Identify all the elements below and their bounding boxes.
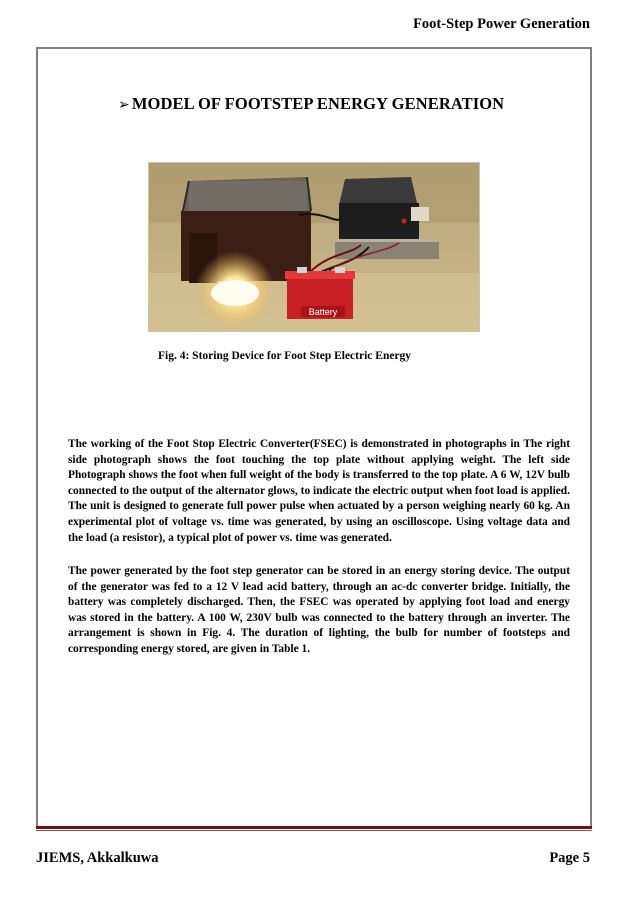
battery-label: Battery [308, 307, 338, 317]
footer-divider-thin [36, 830, 592, 831]
footer-institution: JIEMS, Akkalkuwa [36, 850, 159, 866]
body-paragraph: The power generated by the foot step generator can be stored in an energy storing device. The output of the generator was fed to a 12 V lead acid battery, through an ac-dc converter bridge. Initially, the battery was completely discharged. Then, the FSEC was operated by applying foot load and energy was stored in the battery. A 100 W, 230V bulb was connected to the battery through an inverter. The arrangement is shown in Fig. 4. The duration of lighting, the bulb for number of footsteps and corresponding energy stored, are given in Table 1. [68, 565, 570, 655]
body-paragraph: The working of the Foot Stop Electric Converter(FSEC) is demonstrated in photographs in The right side photograph shows the foot touching the top plate without applying weight. The left side Photograph shows the foot when full weight of the body is transferred to the top plate. A 6 W, 12V bulb connected to the output of the alternator glows, to indicate the electric output when foot load is applied. The unit is designed to generate full power pulse when actuated by a person weighing nearly 60 kg. An experimental plot of voltage vs. time was generated, by using an oscilloscope. Using voltage data and the load (a resistor), a typical plot of power vs. time was generated. [68, 438, 570, 544]
footer-page-number: Page 5 [549, 850, 590, 866]
running-header-title: Foot-Step Power Generation [413, 16, 590, 32]
footer-divider [36, 826, 592, 829]
section-heading-text: MODEL OF FOOTSTEP ENERGY GENERATION [131, 94, 505, 113]
figure-photo [148, 162, 480, 332]
storing-device-illustration [149, 163, 479, 331]
section-heading [118, 94, 504, 114]
figure-caption: Fig. 4: Storing Device for Foot Step Electric Energy [158, 350, 412, 362]
arrow-bullet-icon: ➢ [118, 97, 130, 113]
